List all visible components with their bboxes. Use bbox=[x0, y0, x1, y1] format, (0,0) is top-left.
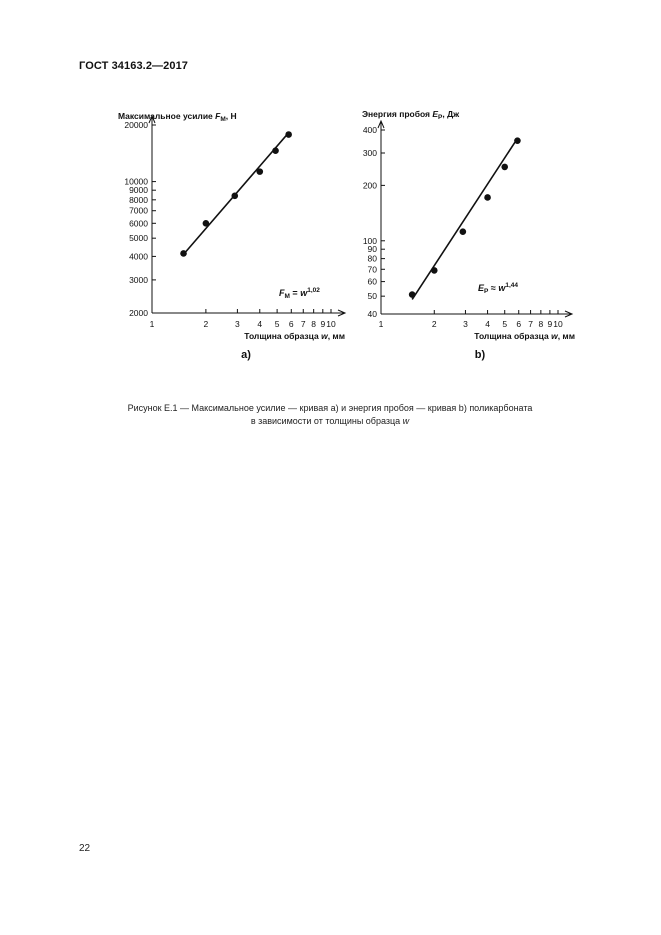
y-tick-label: 50 bbox=[367, 291, 377, 302]
x-tick-label: 7 bbox=[528, 319, 533, 329]
panel-label: а) bbox=[241, 349, 251, 361]
figure-caption bbox=[90, 402, 570, 427]
data-point bbox=[272, 147, 279, 154]
x-tick-label: 4 bbox=[257, 319, 263, 329]
data-point bbox=[431, 267, 438, 274]
x-axis-title: Толщина образца w, мм bbox=[474, 331, 575, 341]
caption-variable: w bbox=[402, 415, 410, 426]
x-tick-label: 6 bbox=[516, 319, 522, 329]
y-axis-title: Энергия пробоя $E_P$, Дж bbox=[362, 109, 460, 121]
y-tick-label: 400 bbox=[362, 125, 377, 135]
y-tick-label: 9000 bbox=[129, 185, 148, 196]
y-tick-label: 4000 bbox=[129, 251, 148, 262]
data-point bbox=[514, 137, 521, 144]
data-point bbox=[180, 250, 187, 257]
y-tick-label: 70 bbox=[367, 264, 377, 275]
y-tick-label: 80 bbox=[367, 253, 377, 264]
data-point bbox=[484, 194, 491, 201]
y-tick-label: 60 bbox=[367, 276, 377, 287]
x-tick-label: 3 bbox=[463, 319, 468, 329]
x-tick-label: 10 bbox=[553, 319, 563, 329]
fit-line bbox=[412, 138, 517, 299]
x-tick-label: 6 bbox=[288, 319, 294, 329]
y-tick-label: 200 bbox=[362, 180, 377, 191]
caption-line-1: Рисунок Е.1 — Максимальное усилие — кривая а) и энергия пробоя — кривая b) поликарбоната bbox=[127, 403, 533, 413]
x-tick-label: 8 bbox=[538, 319, 544, 329]
page-number: 22 bbox=[79, 843, 91, 854]
panel-label: b) bbox=[474, 349, 486, 361]
fit-formula: $F_M = w^{1,02}$ bbox=[279, 287, 320, 300]
x-tick-label: 7 bbox=[300, 319, 306, 329]
fit-formula: $E_P \approx w^{1,44}$ bbox=[478, 282, 518, 295]
x-tick-label: 2 bbox=[431, 319, 437, 329]
y-tick-label: 5000 bbox=[129, 233, 148, 244]
y-tick-label: 20000 bbox=[124, 120, 148, 130]
y-tick-label: 6000 bbox=[129, 218, 148, 229]
y-tick-label: 8000 bbox=[129, 194, 148, 205]
data-point bbox=[460, 228, 467, 235]
x-tick-label: 8 bbox=[311, 319, 317, 329]
x-tick-label: 1 bbox=[378, 319, 384, 329]
chart-puncture-energy bbox=[353, 100, 588, 360]
y-tick-label: 2000 bbox=[129, 308, 148, 318]
data-point bbox=[409, 291, 416, 298]
x-tick-label: 3 bbox=[235, 319, 240, 329]
y-tick-label: 3000 bbox=[129, 274, 148, 285]
y-tick-label: 7000 bbox=[129, 205, 148, 216]
data-point bbox=[256, 168, 263, 175]
data-point bbox=[203, 220, 210, 227]
x-tick-label: 5 bbox=[274, 319, 280, 329]
x-tick-label: 5 bbox=[502, 319, 508, 329]
data-point bbox=[285, 131, 292, 138]
x-tick-label: 9 bbox=[320, 319, 326, 329]
chart-max-force bbox=[108, 100, 345, 361]
y-tick-label: 10000 bbox=[124, 176, 148, 187]
x-tick-label: 1 bbox=[149, 319, 155, 329]
document-header: ГОСТ 34163.2—2017 bbox=[79, 60, 189, 72]
caption-line-2: в зависимости от толщины образца w bbox=[250, 415, 410, 426]
x-axis-title: Толщина образца w, мм bbox=[244, 331, 345, 341]
data-point bbox=[231, 193, 238, 200]
y-tick-label: 40 bbox=[367, 309, 377, 319]
x-tick-label: 9 bbox=[547, 319, 553, 329]
y-tick-label: 100 bbox=[362, 235, 377, 246]
x-tick-label: 10 bbox=[326, 319, 336, 329]
y-tick-label: 90 bbox=[367, 244, 377, 255]
x-tick-label: 2 bbox=[203, 319, 209, 329]
y-tick-label: 300 bbox=[362, 147, 377, 158]
x-tick-label: 4 bbox=[485, 319, 490, 329]
y-axis-title: Максимальное усилие $F_M$, Н bbox=[118, 111, 237, 123]
data-point bbox=[501, 164, 508, 171]
